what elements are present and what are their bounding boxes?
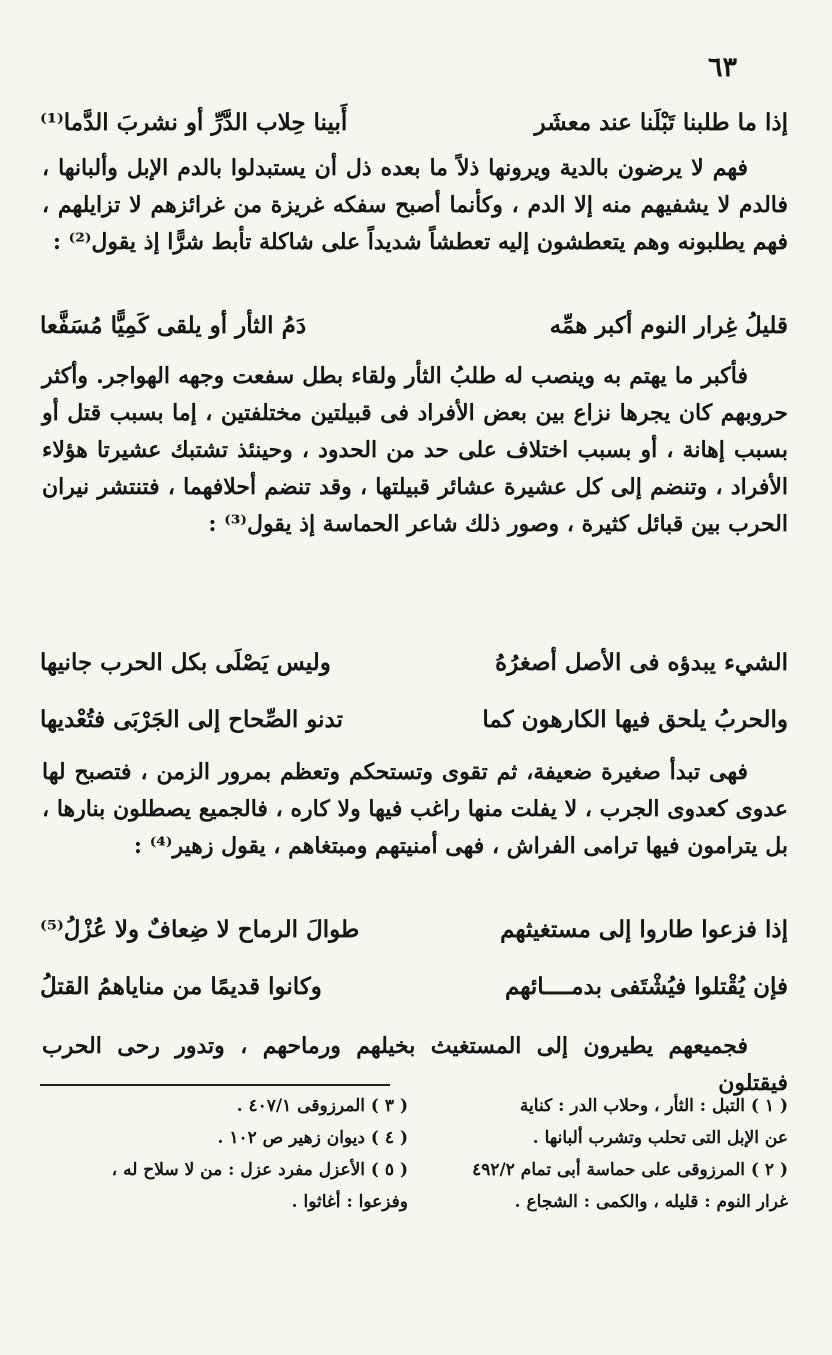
verse-line — [0, 103, 832, 143]
paragraph: فهى تبدأ صغيرة ضعيفة، ثم تقوى وتستحكم وتعظم بمرور الزمن ، فتصبح لها عدوى كعدوى الجرب ، لا يفلت منها راغب فيها ولا كاره ، فالجميع يصطلون بنارها ، بل يترامون فيها ترامى الفراش ، فهى أمنيتهم ومبتغاهم ، يقول زهير⁽⁴⁾ : — [42, 759, 788, 859]
verse-hemistich-second: تدنو الصِّحاح إلى الجَرْبَى فتُعْديها — [40, 706, 344, 733]
paragraph: فهم لا يرضون بالدية ويرونها ذلاً ما بعده ذل أن يستبدلوا بالدم الإبل وألبانها ، فالدم لا يشفيهم منه إلا الدم ، وكأنما أصبح سفكه غريزة من غرائزهم لا تزايلهم ، فهم يطلبونه وهم يتعطشون إليه تعطشاً شديداً على شاكلة تأبط شرًّا إذ يقول⁽²⁾ : — [42, 155, 788, 255]
footnotes-left-column — [40, 1090, 408, 1218]
footnotes-right-column — [420, 1090, 788, 1218]
verse-hemistich-first: قليلُ غِرار النوم أكبر همِّه — [549, 312, 788, 339]
footnote-line: ( ٣ ) المرزوقى ٤٠٧/١ . — [236, 1096, 408, 1116]
paragraph: فأكبر ما يهتم به وينصب له طلبُ الثأر ولقاء بطل سفعت وجهه الهواجر. وأكثر حروبهم كان يجرها نزاع بين بعض الأفراد فى قبيلتين مختلفتين ، إما بسبب قتل أو بسبب إهانة ، أو بسبب اختلاف على حد من الحدود ، وحينئذ تشتبك عشيرتا هؤلاء الأفراد ، وتنضم إلى كل عشيرة عشائر قبيلتها ، وقد تنضم أحلافهما ، فتنتشر نيران الحرب بين قبائل كثيرة ، وصور ذلك شاعر الحماسة إذ يقول⁽³⁾ : — [42, 363, 788, 537]
footnote-line: عن الإبل التى تحلب وتشرب ألبانها . — [532, 1128, 788, 1148]
footnote-line: وفزعوا : أغاثوا . — [291, 1192, 408, 1212]
verse-hemistich-first: فإن يُقْتلوا فيُشْتَفى بدمــــائهم — [504, 973, 788, 1000]
verse-line — [0, 910, 832, 950]
verse-hemistich-second: وليس يَصْلَى بكل الحرب جانيها — [40, 649, 331, 676]
verse-hemistich-second: أَبينا حِلاب الدَّرِّ أو نشربَ الدَّما⁽¹⁾ — [40, 109, 348, 136]
verse-hemistich-second: طوالَ الرماح لا ضِعافٌ ولا عُزْلُ⁽⁵⁾ — [40, 916, 360, 943]
footnote-separator — [40, 1084, 390, 1086]
verse-hemistich-first: إذا ما طلبنا تَبْلَنا عند معشَر — [534, 109, 788, 136]
page-number: ٦٣ — [707, 52, 737, 83]
verse-hemistich-first: والحربُ يلحق فيها الكارهون كما — [482, 706, 788, 733]
verse-line — [0, 306, 832, 346]
footnote-line: غرار النوم : قليله ، والكمى : الشجاع . — [514, 1192, 788, 1212]
verse-hemistich-first: الشيء يبدؤه فى الأصل أصغرُهُ — [495, 649, 788, 676]
verse-hemistich-second: دَمُ الثأر أو يلقى كَمِيًّا مُسَفَّعا — [40, 312, 307, 339]
verse-hemistich-second: وكانوا قديمًا من مناياهمُ القتلُ — [40, 973, 322, 1000]
verse-line — [0, 967, 832, 1007]
footnote-line: ( ٢ ) المرزوقى على حماسة أبى تمام ٤٩٢/٢ — [472, 1160, 788, 1180]
verse-line — [0, 643, 832, 683]
verse-hemistich-first: إذا فزعوا طاروا إلى مستغيثهم — [500, 916, 788, 943]
verse-line — [0, 700, 832, 740]
footnote-line: ( ١ ) التبل : الثأر ، وحلاب الدر : كناية — [519, 1096, 788, 1116]
footnote-line: ( ٥ ) الأعزل مفرد عزل : من لا سلاح له ، — [111, 1160, 408, 1180]
footnote-line: ( ٤ ) ديوان زهير ص ١٠٢ . — [217, 1128, 408, 1148]
paragraph: فجميعهم يطيرون إلى المستغيث بخيلهم ورماحهم ، وتدور رحى الحرب فيقتلون — [42, 1033, 788, 1096]
